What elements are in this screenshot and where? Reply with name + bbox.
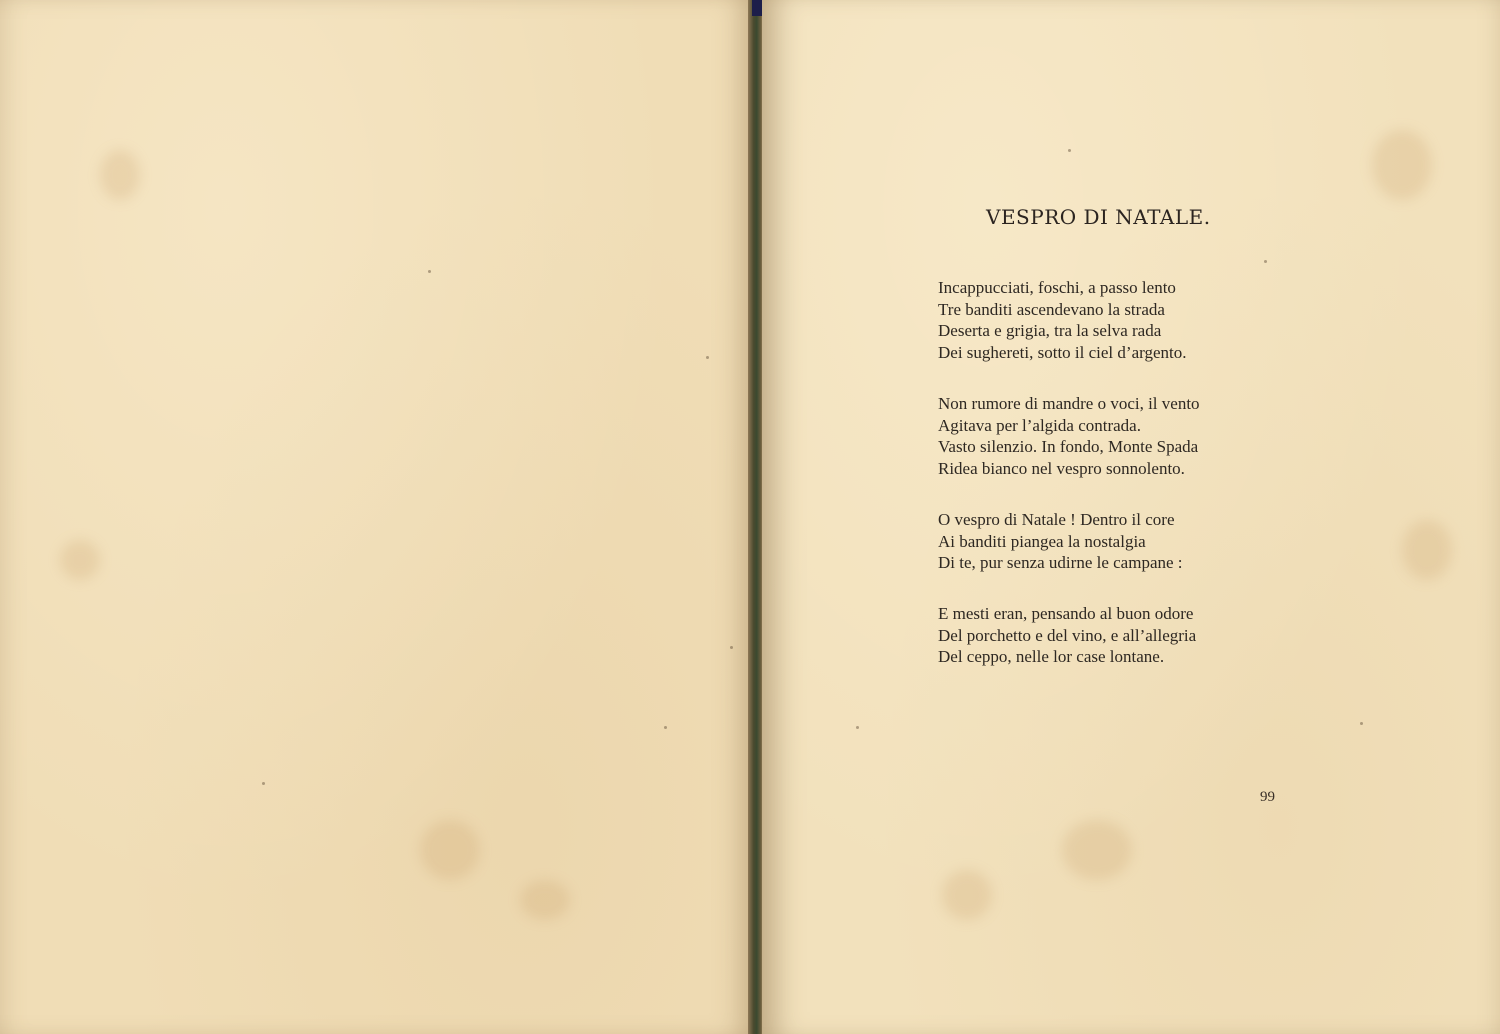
- speck: [1360, 722, 1363, 725]
- foxing-stain: [1372, 130, 1432, 200]
- verse-line: Vasto silenzio. In fondo, Monte Spada: [938, 437, 1199, 456]
- verse-line: Tre banditi ascendevano la strada: [938, 299, 1165, 319]
- verse-line: Di te, pur senza udirne le campane :: [938, 553, 1183, 572]
- speck: [1264, 260, 1267, 263]
- poem-title: VESPRO DI NATALE.: [986, 205, 1211, 229]
- verse-line: Del ceppo, nelle lor case lontane.: [938, 647, 1165, 666]
- stanza-2: [938, 393, 1268, 479]
- foxing-stain: [520, 880, 570, 920]
- foxing-stain: [100, 150, 140, 200]
- speck: [664, 726, 667, 729]
- speck: [262, 782, 265, 785]
- foxing-stain: [60, 540, 100, 580]
- verse-line: Ridea bianco nel vespro sonnolento.: [938, 458, 1185, 478]
- verse-line: Agitava per l’algida contrada.: [938, 415, 1141, 435]
- stanza-3: [938, 509, 1268, 574]
- verse-line: Deserta e grigia, tra la selva rada: [938, 321, 1162, 340]
- verse-line: Ai banditi piangea la nostalgia: [938, 531, 1146, 551]
- speck: [706, 356, 709, 359]
- foxing-stain: [420, 820, 480, 880]
- verse-line: Incappucciati, foschi, a passo lento: [938, 278, 1176, 297]
- speck: [1068, 149, 1071, 152]
- verse-line: O vespro di Natale ! Dentro il core: [938, 510, 1175, 529]
- speck: [730, 646, 733, 649]
- verse-line: Dei sughereti, sotto il ciel d’argento.: [938, 342, 1187, 362]
- verse-line: Del porchetto e del vino, e all’allegria: [938, 625, 1197, 645]
- stanza-4: [938, 603, 1268, 668]
- speck: [856, 726, 859, 729]
- verse-line: Non rumore di mandre o voci, il vento: [938, 394, 1200, 413]
- stanza-1: [938, 277, 1268, 363]
- foxing-stain: [942, 870, 992, 920]
- speck: [428, 270, 431, 273]
- page-number: 99: [1260, 789, 1275, 805]
- foxing-stain: [1402, 520, 1452, 580]
- foxing-stain: [1062, 820, 1132, 880]
- verse-line: E mesti eran, pensando al buon odore: [938, 604, 1194, 623]
